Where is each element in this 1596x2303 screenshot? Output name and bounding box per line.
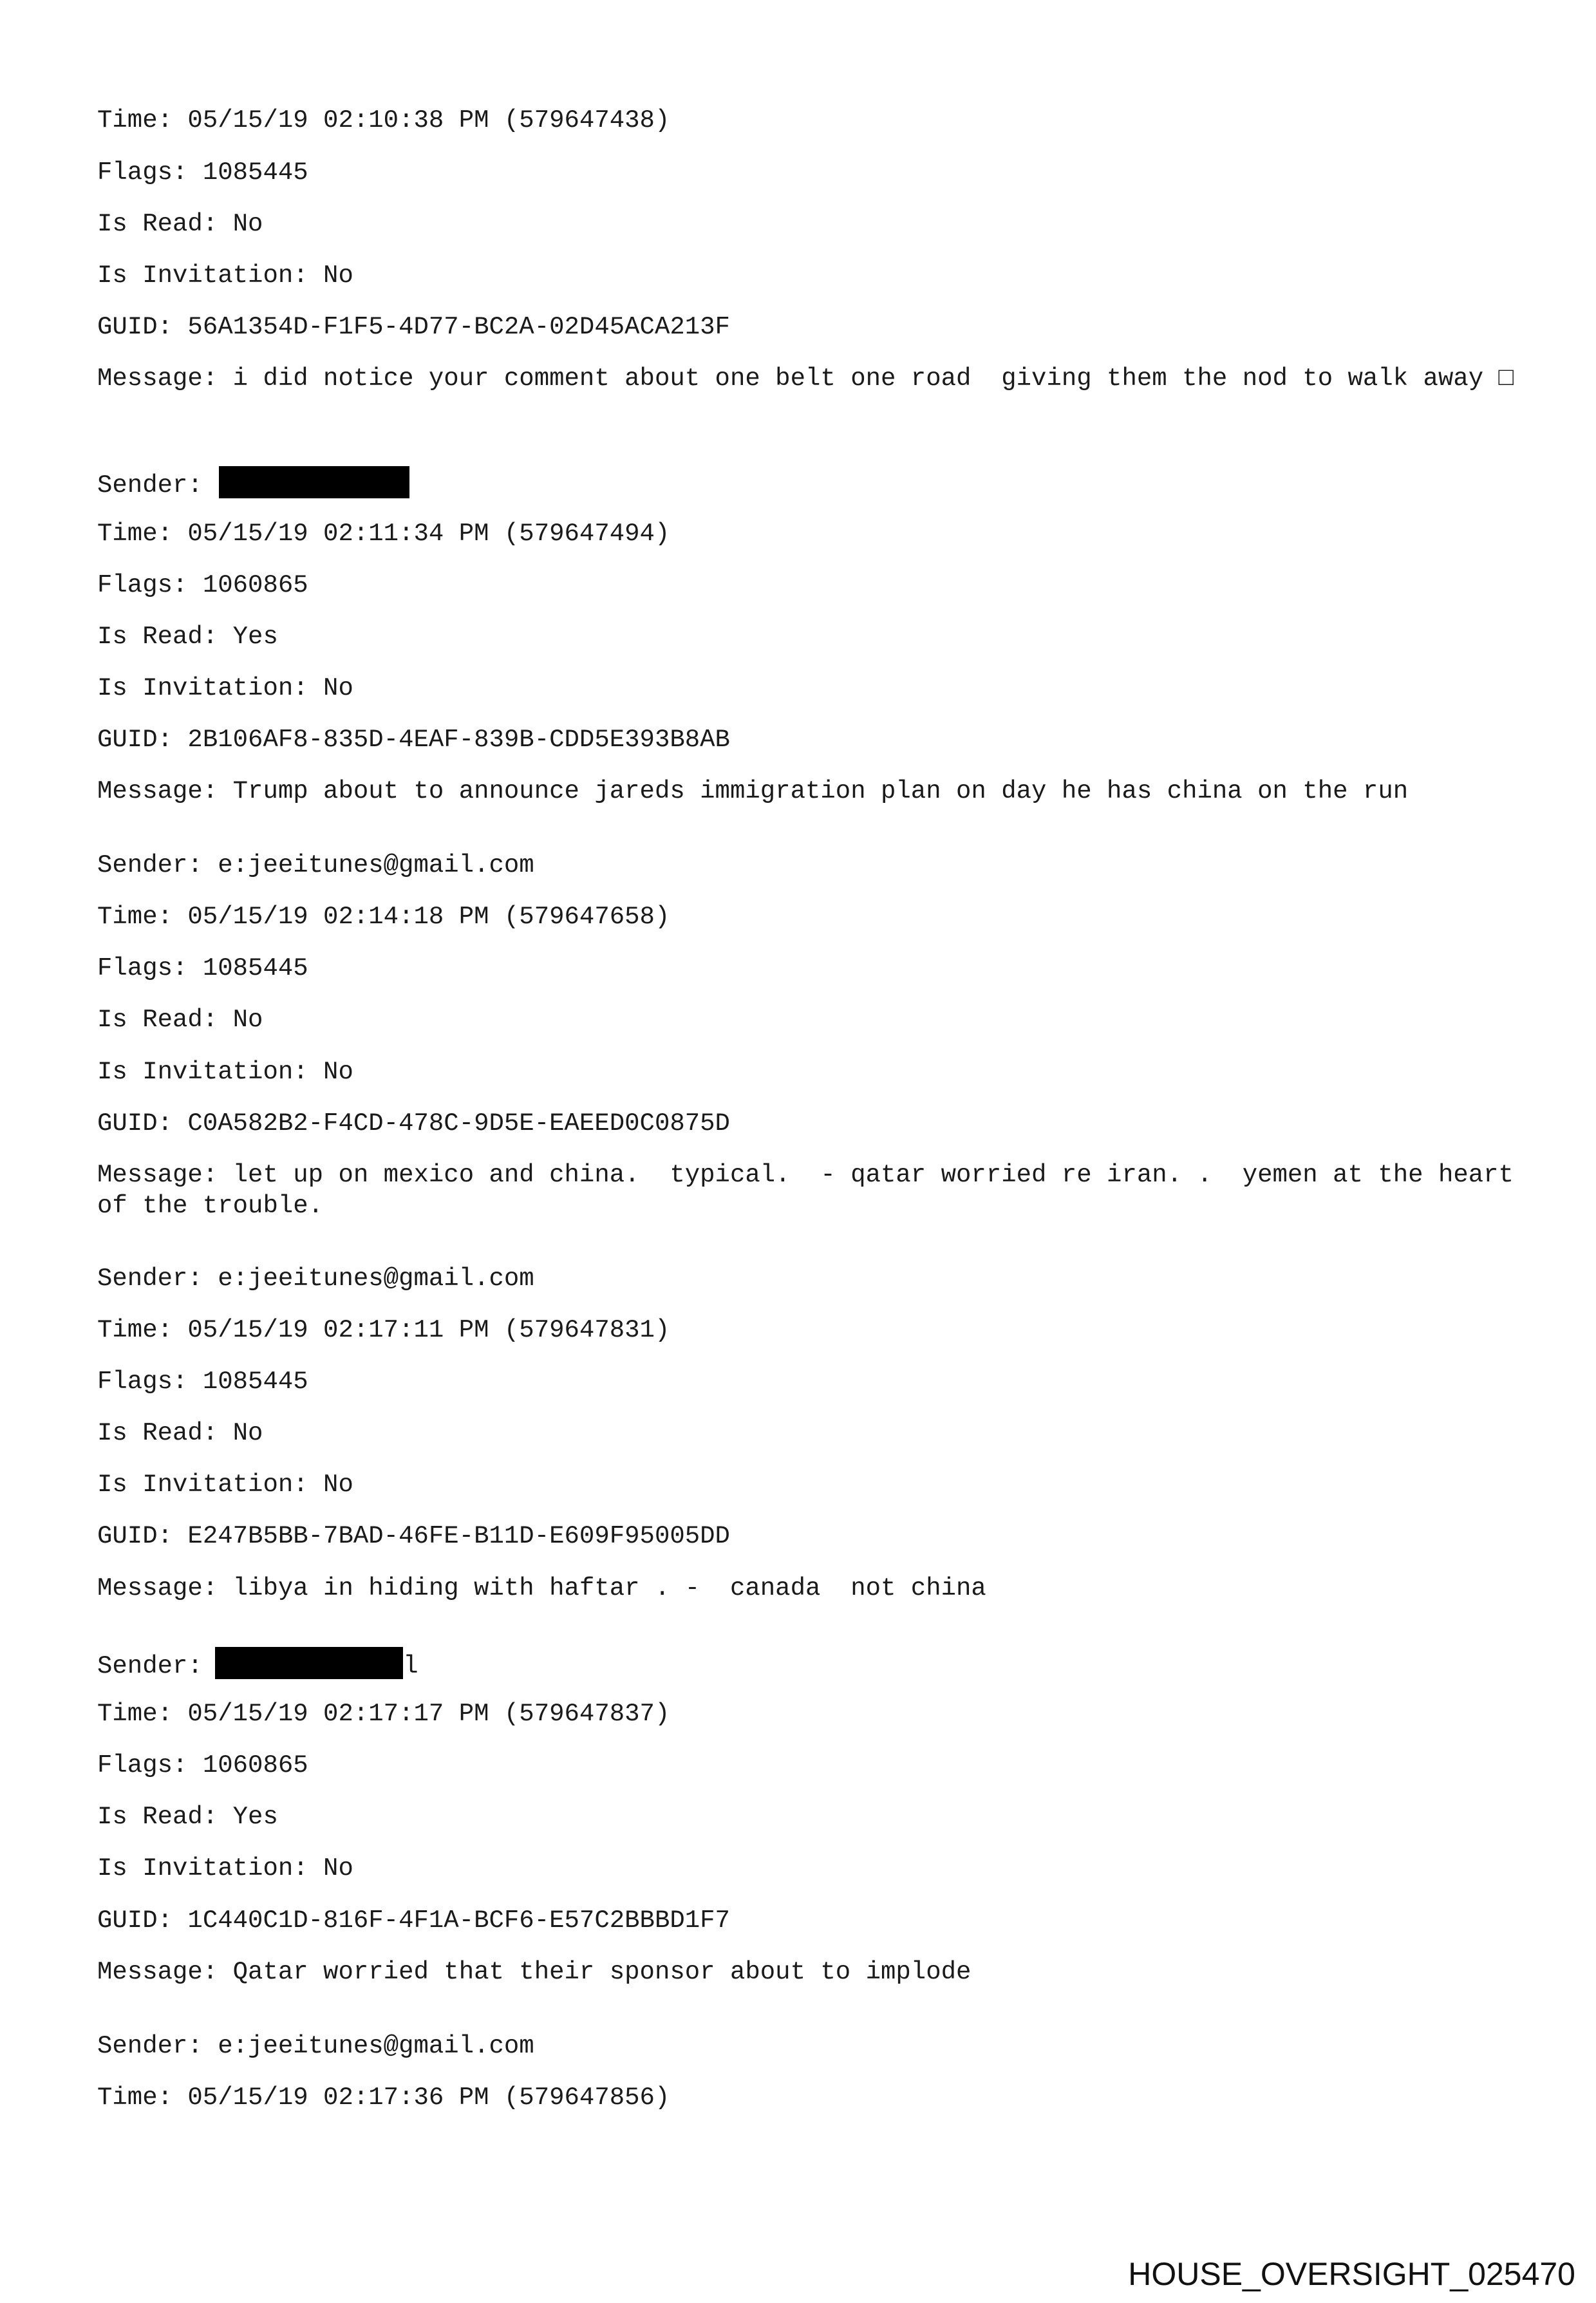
record-is-read: Is Read: Yes	[97, 1803, 278, 1831]
record-time: Time: 05/15/19 02:14:18 PM (579647658)	[97, 903, 670, 931]
sender-label: Sender:	[97, 471, 203, 500]
record-is-read: Is Read: No	[97, 1006, 263, 1034]
record-message: Message: Trump about to announce jareds immigration plan on day he has china on the run	[97, 777, 1409, 805]
sender-tail: l	[403, 1652, 418, 1680]
record-sender: Sender: e:jeeitunes@gmail.com	[97, 2032, 534, 2060]
record-flags: Flags: 1085445	[97, 1368, 308, 1396]
record-is-read: Is Read: Yes	[97, 623, 278, 651]
record-guid: GUID: 2B106AF8-835D-4EAF-839B-CDD5E393B8AB	[97, 726, 730, 754]
record-flags: Flags: 1085445	[97, 954, 308, 982]
record-guid: GUID: C0A582B2-F4CD-478C-9D5E-EAEED0C0875D	[97, 1109, 730, 1138]
record-guid: GUID: E247B5BB-7BAD-46FE-B11D-E609F95005DD	[97, 1522, 730, 1550]
record-sender: Sender: e:jeeitunes@gmail.com	[97, 1264, 534, 1293]
record-time: Time: 05/15/19 02:17:17 PM (579647837)	[97, 1700, 670, 1728]
record-message: Message: Qatar worried that their sponsor about to implode	[97, 1958, 972, 1986]
record-time: Time: 05/15/19 02:10:38 PM (579647438)	[97, 106, 670, 135]
record-sender	[97, 1647, 1514, 1682]
redaction-box	[219, 466, 409, 498]
record-message: Message: let up on mexico and china. typical. - qatar worried re iran. . yemen at the heart of the trouble.	[97, 1161, 1529, 1220]
record-is-read: Is Read: No	[97, 1419, 263, 1447]
record-flags: Flags: 1060865	[97, 1751, 308, 1780]
record-message: Message: i did notice your comment about one belt one road giving them the nod to walk away □	[97, 364, 1514, 393]
record-time: Time: 05/15/19 02:11:34 PM (579647494)	[97, 520, 670, 548]
record-guid: GUID: 56A1354D-F1F5-4D77-BC2A-02D45ACA213F	[97, 313, 730, 341]
record-sender: Sender: e:jeeitunes@gmail.com	[97, 851, 534, 879]
redaction-box	[215, 1647, 403, 1679]
bates-number: HOUSE_OVERSIGHT_025470	[1128, 2256, 1575, 2292]
record-sender	[97, 466, 1514, 501]
record-flags: Flags: 1085445	[97, 158, 308, 187]
record-is-invitation: Is Invitation: No	[97, 261, 353, 290]
record-time: Time: 05/15/19 02:17:11 PM (579647831)	[97, 1316, 670, 1344]
record-is-invitation: Is Invitation: No	[97, 1854, 353, 1883]
record-is-invitation: Is Invitation: No	[97, 1058, 353, 1086]
record-guid: GUID: 1C440C1D-816F-4F1A-BCF6-E57C2BBBD1F7	[97, 1906, 730, 1935]
record-flags: Flags: 1060865	[97, 571, 308, 599]
record-is-invitation: Is Invitation: No	[97, 1471, 353, 1499]
record-is-invitation: Is Invitation: No	[97, 674, 353, 702]
record-is-read: Is Read: No	[97, 210, 263, 238]
record-time: Time: 05/15/19 02:17:36 PM (579647856)	[97, 2083, 670, 2112]
record-message: Message: libya in hiding with haftar . - canada not china	[97, 1574, 986, 1603]
sender-label: Sender:	[97, 1652, 203, 1680]
